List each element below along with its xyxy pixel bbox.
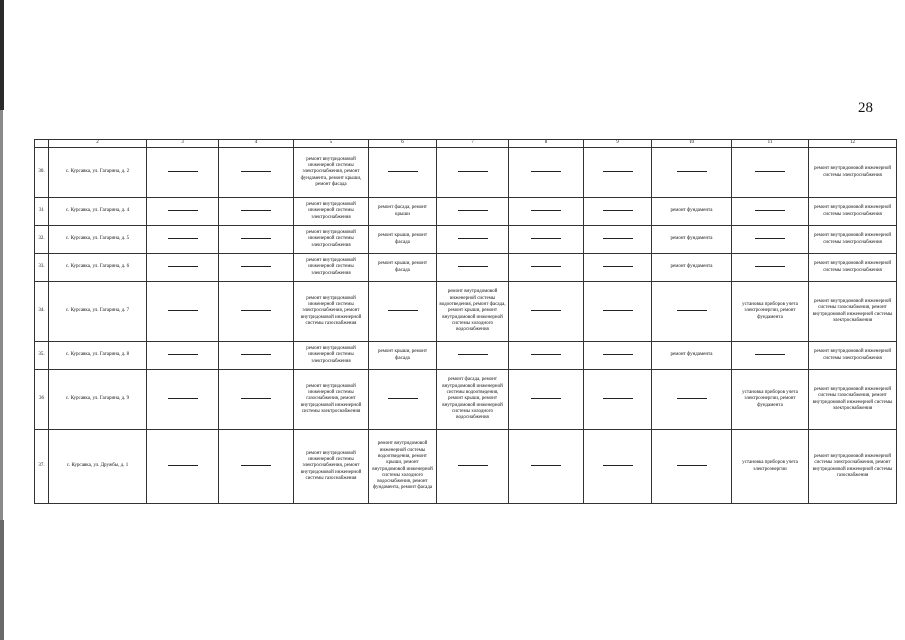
cell-col-11 bbox=[732, 254, 809, 282]
cell-col-8 bbox=[509, 430, 584, 504]
cell-col-3 bbox=[147, 282, 219, 342]
table-row bbox=[35, 198, 897, 226]
cell-col-8 bbox=[509, 198, 584, 226]
dash-mark bbox=[677, 465, 707, 466]
dash-mark bbox=[241, 171, 271, 172]
dash-mark bbox=[603, 171, 633, 172]
dash-mark bbox=[458, 238, 488, 239]
cell-col-4 bbox=[219, 226, 294, 254]
row-number: 30. bbox=[35, 148, 49, 198]
dash-mark bbox=[755, 354, 785, 355]
dash-mark bbox=[677, 310, 707, 311]
dash-mark bbox=[755, 171, 785, 172]
row-number: 34. bbox=[35, 282, 49, 342]
row-number: 36 bbox=[35, 370, 49, 430]
dash-mark bbox=[603, 238, 633, 239]
cell-col-6: ремонт крыши, ремонт фасада bbox=[369, 342, 437, 370]
dash-mark bbox=[531, 171, 561, 172]
cell-col-6 bbox=[369, 282, 437, 342]
cell-col-3 bbox=[147, 198, 219, 226]
address-cell: с. Курсавка, ул. Гагарина, д. 8 bbox=[49, 342, 147, 370]
dash-mark bbox=[531, 210, 561, 211]
table-row bbox=[35, 226, 897, 254]
cell-col-5: ремонт внутридомовой инженерной системы электроснабжения, ремонт внутридомовой инженерной системы газоснабжения bbox=[294, 282, 369, 342]
cell-col-10 bbox=[652, 430, 732, 504]
cell-col-12: ремонт внутридомовой инженерной системы электроснабжения bbox=[809, 226, 897, 254]
cell-col-7 bbox=[437, 148, 509, 198]
cell-col-7 bbox=[437, 430, 509, 504]
cell-col-8 bbox=[509, 254, 584, 282]
address-cell: с. Курсавка, ул. Гагарина, д. 9 bbox=[49, 370, 147, 430]
dash-mark bbox=[241, 465, 271, 466]
cell-col-9 bbox=[584, 254, 652, 282]
cell-col-5: ремонт внутридомовой инженерной системы электроснабжения, ремонт внутридомовой инженерной системы газоснабжения bbox=[294, 430, 369, 504]
cell-col-10: ремонт фундамента bbox=[652, 342, 732, 370]
dash-mark bbox=[603, 210, 633, 211]
page-number: 28 bbox=[858, 100, 873, 116]
dash-mark bbox=[458, 171, 488, 172]
dash-mark bbox=[677, 171, 707, 172]
scan-edge-mark-bottom bbox=[0, 520, 4, 640]
row-number: 35. bbox=[35, 342, 49, 370]
cell-col-7: ремонт внутридомовой инженерной системы водоотведения, ремонт фасада, ремонт крыши, ремонт внутридомовой инженерной системы холодного водоснабжения bbox=[437, 282, 509, 342]
cell-col-8 bbox=[509, 148, 584, 198]
cell-col-12: ремонт внутридомовой инженерной системы электроснабжения bbox=[809, 254, 897, 282]
row-number: 32. bbox=[35, 226, 49, 254]
cell-col-11: установка приборов учета электроэнергии, ремонт фундамента bbox=[732, 282, 809, 342]
column-header-2: 2 bbox=[49, 140, 147, 148]
cell-col-8 bbox=[509, 370, 584, 430]
dash-mark bbox=[168, 171, 198, 172]
cell-col-7 bbox=[437, 198, 509, 226]
dash-mark bbox=[755, 210, 785, 211]
table-row bbox=[35, 430, 897, 504]
dash-mark bbox=[168, 210, 198, 211]
dash-mark bbox=[531, 310, 561, 311]
dash-mark bbox=[458, 210, 488, 211]
cell-col-11 bbox=[732, 148, 809, 198]
cell-col-11 bbox=[732, 342, 809, 370]
dash-mark bbox=[241, 354, 271, 355]
cell-col-7 bbox=[437, 226, 509, 254]
cell-col-9 bbox=[584, 342, 652, 370]
cell-col-6 bbox=[369, 148, 437, 198]
cell-col-5: ремонт внутридомовой инженерной системы электроснабжения bbox=[294, 254, 369, 282]
dash-mark bbox=[755, 266, 785, 267]
column-header-4: 4 bbox=[219, 140, 294, 148]
cell-col-5: ремонт внутридомовой инженерной системы электроснабжения bbox=[294, 342, 369, 370]
dash-mark bbox=[458, 266, 488, 267]
table-body bbox=[35, 148, 897, 504]
column-header-7: 7 bbox=[437, 140, 509, 148]
cell-col-5: ремонт внутридомовой инженерной системы электроснабжения bbox=[294, 198, 369, 226]
dash-mark bbox=[458, 465, 488, 466]
column-header-5: 5 bbox=[294, 140, 369, 148]
cell-col-5: ремонт внутридомовой инженерной системы газоснабжения, ремонт внутридомовой инженерной системы электроснабжения bbox=[294, 370, 369, 430]
column-header-6: 6 bbox=[369, 140, 437, 148]
dash-mark bbox=[531, 354, 561, 355]
cell-col-6 bbox=[369, 370, 437, 430]
cell-col-9 bbox=[584, 282, 652, 342]
cell-col-12: ремонт внутридомовой инженерной системы электроснабжения bbox=[809, 342, 897, 370]
cell-col-9 bbox=[584, 226, 652, 254]
cell-col-7 bbox=[437, 342, 509, 370]
dash-mark bbox=[168, 238, 198, 239]
cell-col-3 bbox=[147, 370, 219, 430]
cell-col-5: ремонт внутридомовой инженерной системы электроснабжения bbox=[294, 226, 369, 254]
cell-col-7: ремонт фасада, ремонт внутридомовой инженерной системы водоотведения, ремонт крыши, ремонт внутридомовой инженерной системы холодного водоснабжения bbox=[437, 370, 509, 430]
table-row bbox=[35, 282, 897, 342]
cell-col-3 bbox=[147, 148, 219, 198]
dash-mark bbox=[388, 310, 418, 311]
cell-col-8 bbox=[509, 282, 584, 342]
cell-col-6: ремонт крыши, ремонт фасада bbox=[369, 226, 437, 254]
dash-mark bbox=[677, 398, 707, 399]
cell-col-11 bbox=[732, 198, 809, 226]
address-cell: с. Курсавка, ул. Гагарина, д. 5 bbox=[49, 226, 147, 254]
cell-col-6: ремонт внутридомовой инженерной системы водоотведения, ремонт крыши, ремонт внутридомовой инженерной системы холодного водоснабжения, ремонт фундамента, ремонт фасада bbox=[369, 430, 437, 504]
dash-mark bbox=[603, 398, 633, 399]
dash-mark bbox=[603, 310, 633, 311]
cell-col-10: ремонт фундамента bbox=[652, 226, 732, 254]
dash-mark bbox=[531, 398, 561, 399]
cell-col-11: установка приборов учета электроэнергии, ремонт фундамента bbox=[732, 370, 809, 430]
dash-mark bbox=[168, 354, 198, 355]
dash-mark bbox=[603, 266, 633, 267]
column-header-8: 8 bbox=[509, 140, 584, 148]
cell-col-3 bbox=[147, 254, 219, 282]
cell-col-5: ремонт внутридомовой инженерной системы электроснабжения, ремонт фундамента, ремонт крыши, ремонт фасада bbox=[294, 148, 369, 198]
column-header-3: 3 bbox=[147, 140, 219, 148]
dash-mark bbox=[168, 398, 198, 399]
cell-col-3 bbox=[147, 342, 219, 370]
cell-col-12: ремонт внутридомовой инженерной системы электроснабжения bbox=[809, 148, 897, 198]
cell-col-3 bbox=[147, 226, 219, 254]
dash-mark bbox=[755, 238, 785, 239]
dash-mark bbox=[603, 465, 633, 466]
cell-col-8 bbox=[509, 226, 584, 254]
dash-mark bbox=[241, 210, 271, 211]
row-number: 33. bbox=[35, 254, 49, 282]
cell-col-4 bbox=[219, 342, 294, 370]
cell-col-9 bbox=[584, 430, 652, 504]
dash-mark bbox=[241, 398, 271, 399]
cell-col-9 bbox=[584, 370, 652, 430]
address-cell: с. Курсавка, ул. Гагарина, д. 2 bbox=[49, 148, 147, 198]
cell-col-12: ремонт внутридомовой инженерной системы газоснабжения, ремонт внутридомовой инженерной системы электроснабжения bbox=[809, 370, 897, 430]
row-number: 31 bbox=[35, 198, 49, 226]
row-number: 37. bbox=[35, 430, 49, 504]
address-cell: с. Курсавка, ул. Гагарина, д. 6 bbox=[49, 254, 147, 282]
cell-col-10: ремонт фундамента bbox=[652, 254, 732, 282]
cell-col-10 bbox=[652, 370, 732, 430]
cell-col-10: ремонт фундамента bbox=[652, 198, 732, 226]
dash-mark bbox=[241, 266, 271, 267]
table-row bbox=[35, 254, 897, 282]
cell-col-6: ремонт крыши, ремонт фасада bbox=[369, 254, 437, 282]
cell-col-11 bbox=[732, 226, 809, 254]
column-header-12: 12 bbox=[809, 140, 897, 148]
cell-col-10 bbox=[652, 148, 732, 198]
column-header-10: 10 bbox=[652, 140, 732, 148]
address-cell: с. Курсавка, ул. Гагарина, д. 4 bbox=[49, 198, 147, 226]
cell-col-4 bbox=[219, 282, 294, 342]
cell-col-4 bbox=[219, 254, 294, 282]
dash-mark bbox=[241, 310, 271, 311]
dash-mark bbox=[531, 266, 561, 267]
dash-mark bbox=[168, 310, 198, 311]
cell-col-11: установка приборов учета электроэнергии bbox=[732, 430, 809, 504]
cell-col-12: ремонт внутридомовой инженерной системы газоснабжения, ремонт внутридомовой инженерной системы электроснабжения bbox=[809, 282, 897, 342]
dash-mark bbox=[603, 354, 633, 355]
cell-col-12: ремонт внутридомовой инженерной системы электроснабжения bbox=[809, 198, 897, 226]
column-header-1 bbox=[35, 140, 49, 148]
dash-mark bbox=[388, 171, 418, 172]
address-cell: с. Курсавка, ул. Дружбы, д. 1 bbox=[49, 430, 147, 504]
cell-col-9 bbox=[584, 148, 652, 198]
cell-col-6: ремонт фасада, ремонт крыши bbox=[369, 198, 437, 226]
repair-plan-table bbox=[34, 139, 897, 504]
dash-mark bbox=[168, 465, 198, 466]
address-cell: с. Курсавка, ул. Гагарина, д. 7 bbox=[49, 282, 147, 342]
cell-col-4 bbox=[219, 148, 294, 198]
dash-mark bbox=[388, 398, 418, 399]
cell-col-4 bbox=[219, 430, 294, 504]
dash-mark bbox=[458, 354, 488, 355]
cell-col-4 bbox=[219, 370, 294, 430]
column-header-9: 9 bbox=[584, 140, 652, 148]
table-row bbox=[35, 148, 897, 198]
cell-col-8 bbox=[509, 342, 584, 370]
dash-mark bbox=[241, 238, 271, 239]
dash-mark bbox=[531, 465, 561, 466]
table-row bbox=[35, 370, 897, 430]
column-header-11: 11 bbox=[732, 140, 809, 148]
cell-col-12: ремонт внутридомовой инженерной системы электроснабжения, ремонт внутридомовой инженерной системы газоснабжения bbox=[809, 430, 897, 504]
cell-col-4 bbox=[219, 198, 294, 226]
dash-mark bbox=[531, 238, 561, 239]
scan-edge-mark-top bbox=[0, 0, 4, 110]
cell-col-7 bbox=[437, 254, 509, 282]
dash-mark bbox=[168, 266, 198, 267]
cell-col-9 bbox=[584, 198, 652, 226]
cell-col-10 bbox=[652, 282, 732, 342]
header-row bbox=[35, 140, 897, 148]
table-row bbox=[35, 342, 897, 370]
cell-col-3 bbox=[147, 430, 219, 504]
